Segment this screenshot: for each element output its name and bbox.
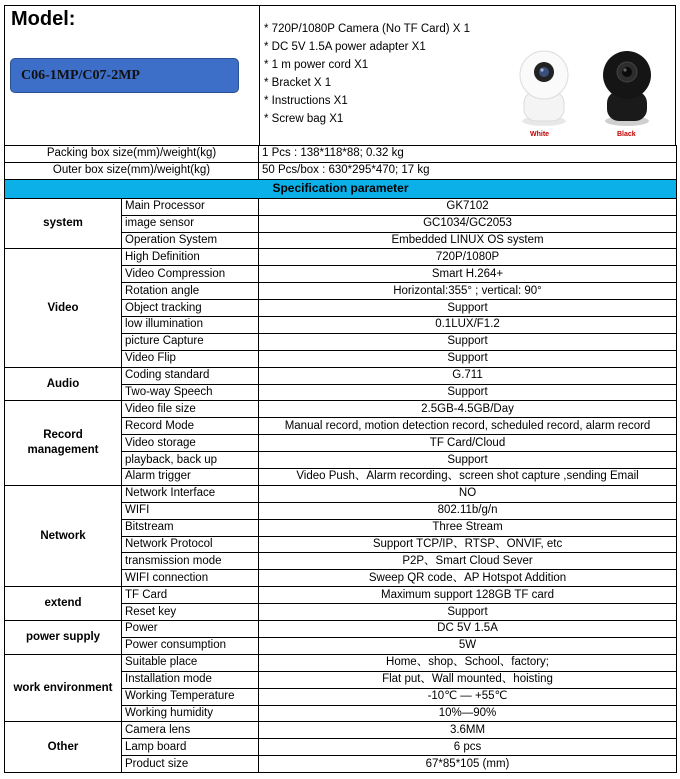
parameter-name: High Definition xyxy=(122,249,259,266)
parameter-value: NO xyxy=(259,485,677,502)
parameter-name: Bitstream xyxy=(122,519,259,536)
packing-box-value: 1 Pcs : 138*118*88; 0.32 kg xyxy=(259,146,677,163)
parameter-value: DC 5V 1.5A xyxy=(259,621,677,638)
parameter-name: Record Mode xyxy=(122,418,259,435)
parameter-name: Camera lens xyxy=(122,722,259,739)
model-label: Model: xyxy=(11,8,76,30)
outer-box-value: 50 Pcs/box : 630*295*470; 17 kg xyxy=(259,162,677,179)
parameter-name: Power xyxy=(122,621,259,638)
package-item: * Screw bag X1 xyxy=(264,113,344,125)
spec-row xyxy=(5,401,677,418)
category-cell: Audio xyxy=(5,367,122,401)
header-section xyxy=(4,5,676,146)
spec-row xyxy=(5,249,677,266)
category-cell: work environment xyxy=(5,654,122,722)
parameter-value: Home、shop、School、factory; xyxy=(259,654,677,671)
parameter-value: G.711 xyxy=(259,367,677,384)
white-camera-image xyxy=(510,41,578,129)
parameter-value: Sweep QR code、AP Hotspot Addition xyxy=(259,570,677,587)
parameter-name: Two-way Speech xyxy=(122,384,259,401)
parameter-value: Maximum support 128GB TF card xyxy=(259,587,677,604)
parameter-name: image sensor xyxy=(122,215,259,232)
parameter-value: 67*85*105 (mm) xyxy=(259,756,677,773)
spec-row xyxy=(5,367,677,384)
parameter-name: Product size xyxy=(122,756,259,773)
category-cell: extend xyxy=(5,587,122,621)
parameter-name: Installation mode xyxy=(122,671,259,688)
parameter-value: -10℃ — +55℃ xyxy=(259,688,677,705)
spec-row xyxy=(5,621,677,638)
parameter-value: 5W xyxy=(259,637,677,654)
model-panel xyxy=(5,6,260,145)
parameter-name: Reset key xyxy=(122,604,259,621)
model-value: C06-1MP/C07-2MP xyxy=(21,68,140,83)
black-camera-caption: Black xyxy=(617,131,636,138)
spec-table xyxy=(4,145,677,773)
parameter-value: P2P、Smart Cloud Sever xyxy=(259,553,677,570)
spec-row xyxy=(5,485,677,502)
parameter-value: 720P/1080P xyxy=(259,249,677,266)
package-item: * Bracket X 1 xyxy=(264,77,332,89)
parameter-name: Power consumption xyxy=(122,637,259,654)
white-camera-caption: White xyxy=(530,131,550,138)
parameter-name: Video Compression xyxy=(122,266,259,283)
parameter-name: TF Card xyxy=(122,587,259,604)
packing-box-label: Packing box size(mm)/weight(kg) xyxy=(5,146,259,163)
parameter-value: Embedded LINUX OS system xyxy=(259,232,677,249)
parameter-name: Video storage xyxy=(122,435,259,452)
parameter-value: Support xyxy=(259,604,677,621)
model-badge xyxy=(10,58,239,93)
parameter-name: Object tracking xyxy=(122,300,259,317)
parameter-value: Video Push、Alarm recording、screen shot capture ,sending Email xyxy=(259,469,677,486)
spec-title: Specification parameter xyxy=(5,179,677,198)
parameter-name: Video Flip xyxy=(122,350,259,367)
package-item: * 1 m power cord X1 xyxy=(264,59,369,71)
parameter-value: Support xyxy=(259,350,677,367)
category-cell: Record management xyxy=(5,401,122,485)
category-cell: power supply xyxy=(5,621,122,655)
parameter-value: Horizontal:355° ; vertical: 90° xyxy=(259,283,677,300)
parameter-name: Working humidity xyxy=(122,705,259,722)
parameter-value: 10%—90% xyxy=(259,705,677,722)
parameter-name: Main Processor xyxy=(122,198,259,215)
parameter-value: Flat put、Wall mounted、hoisting xyxy=(259,671,677,688)
parameter-value: 2.5GB-4.5GB/Day xyxy=(259,401,677,418)
packing-box-row xyxy=(5,146,677,163)
parameter-name: Network Protocol xyxy=(122,536,259,553)
parameter-name: Coding standard xyxy=(122,367,259,384)
parameter-value: Three Stream xyxy=(259,519,677,536)
parameter-value: Support xyxy=(259,384,677,401)
parameter-name: WIFI connection xyxy=(122,570,259,587)
outer-box-row xyxy=(5,162,677,179)
parameter-name: Alarm trigger xyxy=(122,469,259,486)
spec-row xyxy=(5,654,677,671)
spec-sheet xyxy=(4,5,676,776)
parameter-value: GK7102 xyxy=(259,198,677,215)
package-item: * DC 5V 1.5A power adapter X1 xyxy=(264,41,426,53)
parameter-value: TF Card/Cloud xyxy=(259,435,677,452)
parameter-name: WIFI xyxy=(122,502,259,519)
parameter-value: Support xyxy=(259,300,677,317)
parameter-name: Operation System xyxy=(122,232,259,249)
parameter-name: picture Capture xyxy=(122,333,259,350)
parameter-value: Smart H.264+ xyxy=(259,266,677,283)
parameter-name: Working Temperature xyxy=(122,688,259,705)
spec-row xyxy=(5,722,677,739)
parameter-value: Manual record, motion detection record, scheduled record, alarm record xyxy=(259,418,677,435)
parameter-value: 3.6MM xyxy=(259,722,677,739)
parameter-value: 0.1LUX/F1.2 xyxy=(259,317,677,334)
parameter-name: Suitable place xyxy=(122,654,259,671)
package-item: * 720P/1080P Camera (No TF Card) X 1 xyxy=(264,23,471,35)
parameter-name: Network Interface xyxy=(122,485,259,502)
package-list xyxy=(264,20,470,128)
parameter-name: Lamp board xyxy=(122,739,259,756)
category-cell: Network xyxy=(5,485,122,586)
package-item: * Instructions X1 xyxy=(264,95,348,107)
parameter-name: playback, back up xyxy=(122,452,259,469)
spec-title-row xyxy=(5,179,677,198)
category-cell: Other xyxy=(5,722,122,773)
outer-box-label: Outer box size(mm)/weight(kg) xyxy=(5,162,259,179)
parameter-value: 6 pcs xyxy=(259,739,677,756)
category-cell: Video xyxy=(5,249,122,367)
category-cell: system xyxy=(5,198,122,249)
parameter-value: Support xyxy=(259,452,677,469)
spec-row xyxy=(5,587,677,604)
parameter-value: GC1034/GC2053 xyxy=(259,215,677,232)
black-camera-image xyxy=(593,41,661,129)
parameter-name: Rotation angle xyxy=(122,283,259,300)
parameter-value: Support TCP/IP、RTSP、ONVIF, etc xyxy=(259,536,677,553)
parameter-name: transmission mode xyxy=(122,553,259,570)
parameter-value: Support xyxy=(259,333,677,350)
spec-row xyxy=(5,198,677,215)
parameter-name: low illumination xyxy=(122,317,259,334)
parameter-value: 802.11b/g/n xyxy=(259,502,677,519)
parameter-name: Video file size xyxy=(122,401,259,418)
